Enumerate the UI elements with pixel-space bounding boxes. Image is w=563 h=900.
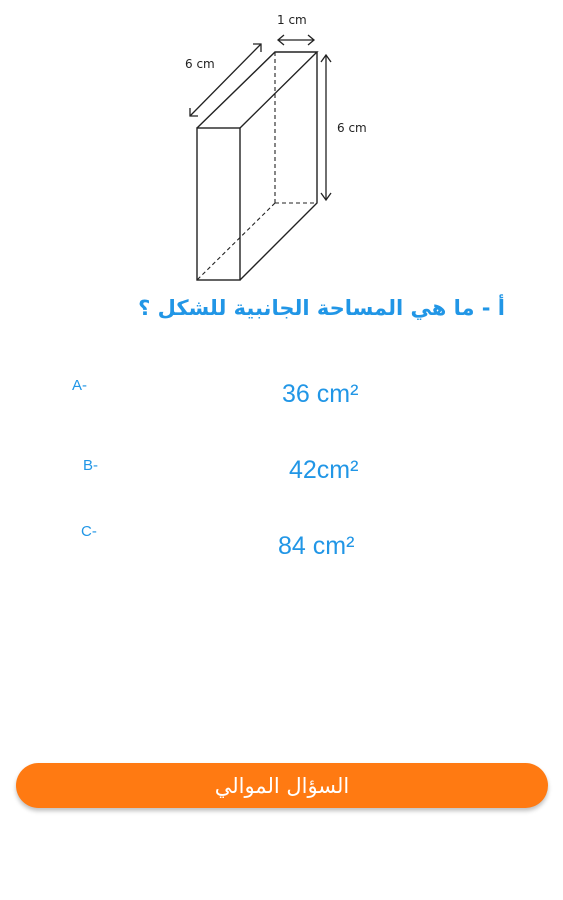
option-b-letter: B-	[83, 457, 98, 474]
option-a[interactable]	[0, 372, 563, 412]
front-face	[197, 128, 240, 280]
option-a-value: 36 cm²	[282, 380, 359, 408]
option-c-value: 84 cm²	[278, 532, 355, 560]
depth-label: 6 cm	[185, 57, 215, 71]
option-a-letter: A-	[72, 377, 87, 394]
option-b-value: 42cm²	[289, 456, 359, 484]
rectangular-prism-diagram	[0, 0, 563, 290]
hidden-edges	[197, 52, 317, 280]
side-face	[240, 52, 317, 280]
next-question-button[interactable]: السؤال الموالي	[16, 763, 548, 808]
question-text: أ - ما هي المساحة الجانبية للشكل ؟	[138, 296, 505, 320]
width-dimension-arrow	[278, 35, 314, 45]
width-label: 1 cm	[277, 13, 307, 27]
height-label: 6 cm	[337, 121, 367, 135]
depth-dimension-arrow	[190, 44, 261, 116]
option-c[interactable]	[0, 520, 563, 560]
option-c-letter: C-	[81, 523, 97, 540]
prism-figure	[0, 0, 563, 290]
height-dimension-arrow	[321, 55, 331, 200]
option-b[interactable]	[0, 447, 563, 487]
